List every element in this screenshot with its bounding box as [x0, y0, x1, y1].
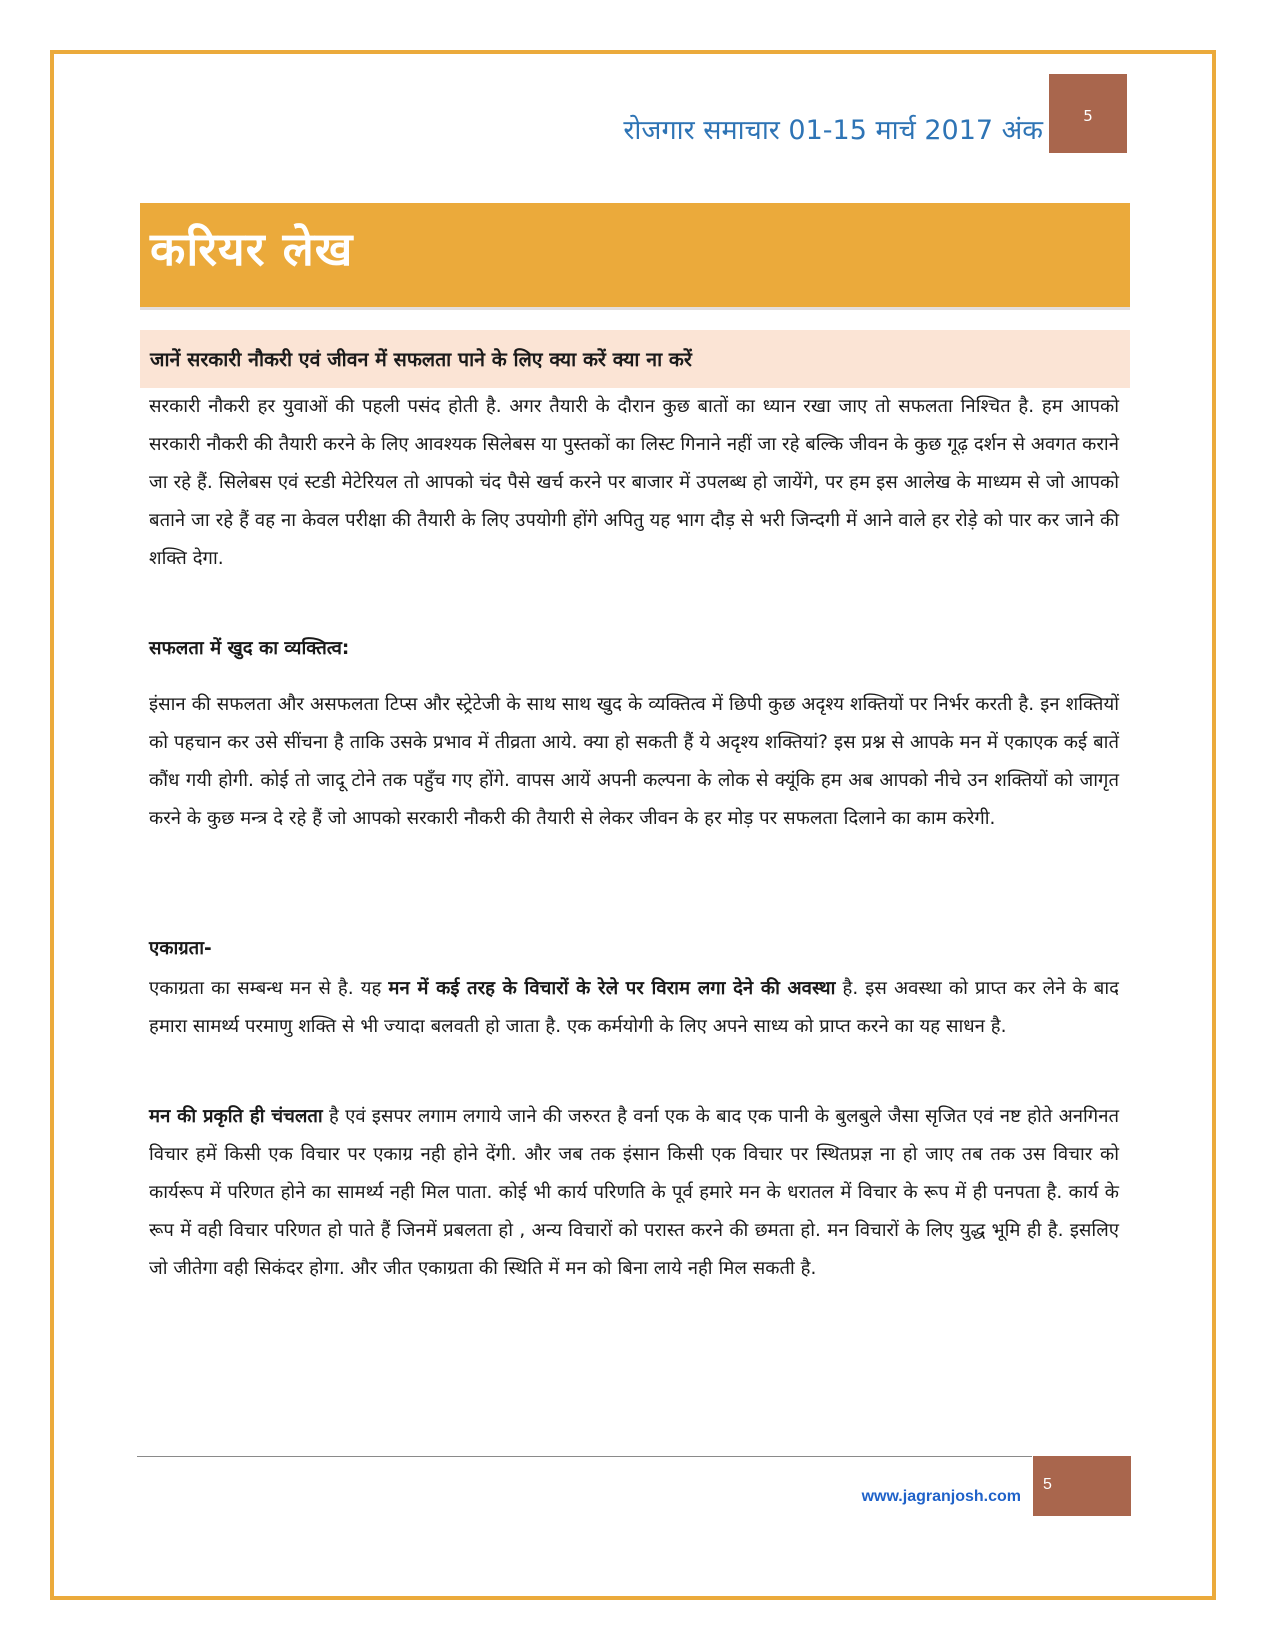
footer-divider	[137, 1456, 1032, 1457]
banner-title: करियर लेख	[150, 222, 354, 276]
section2-p1-end: है. इस अवस्था को प्राप्त कर लेने के बाद हमारा सामर्थ्य परमाणु शक्ति से भी ज्यादा बलवती हो जाता है. एक कर्मयोगी के लिए अपने साध्य को प्राप्त करने का यह साधन है.	[149, 978, 1119, 1037]
header-title: रोजगार समाचार 01-15 मार्च 2017 अंक	[623, 115, 1043, 146]
header-page-number: 5	[1049, 74, 1127, 153]
intro-paragraph: सरकारी नौकरी हर युवाओं की पहली पसंद होती है. अगर तैयारी के दौरान कुछ बातों का ध्यान रखा जाए तो सफलता निश्चित है. हम आपको सरकारी नौकरी की तैयारी करने के लिए आवश्यक सिलेबस या पुस्तकों का लिस्ट गिनाने नहीं जा रहे बल्कि जीवन के कुछ गूढ़ दर्शन से अवगत कराने जा रहे हैं. सिलेबस एवं स्टडी मेटेरियल तो आपको चंद पैसे खर्च करने पर बाजार में उपलब्ध हो जायेंगे, पर हम इस आलेख के माध्यम से जो आपको बताने जा रहे हैं वह ना केवल परीक्षा की तैयारी के लिए उपयोगी होंगे अपितु यह भाग दौड़ से भरी जिन्दगी में आने वाले हर रोड़े को पार कर जाने की शक्ति देगा.	[149, 396, 1119, 569]
article-subtitle-bar	[140, 330, 1130, 388]
section2-paragraph-2	[149, 1098, 1119, 1288]
section2-p2-rest: है एवं इसपर लगाम लगाये जाने की जरुरत है वर्ना एक के बाद एक पानी के बुलबुले जैसा सृजित एवं नष्ट होते अनगिनत विचार हमें किसी एक विचार पर एकाग्र नही होने देंगी. और जब तक इंसान किसी एक विचार पर स्थितप्रज्ञ ना हो जाए तब तक उस विचार को कार्यरूप में परिणत होने का सामर्थ्य नही मिल पाता. कोई भी कार्य परिणति के पूर्व हमारे मन के धरातल में विचार के रूप में ही पनपता है. कार्य के रूप में वही विचार परिणत हो पाते हैं जिनमें प्रबलता हो , अन्य विचारों को परास्त करने की छमता हो. मन विचारों के लिए युद्ध भूमि ही है. इसलिए जो जीतेगा वही सिकंदर होगा. और जीत एकाग्रता की स्थिति में मन को बिना लाये नही मिल सकती है.	[149, 1106, 1120, 1279]
section2-p1-bold: मन में कई तरह के विचारों के रेले पर विराम लगा देने की अवस्था	[388, 978, 836, 999]
section2-p2-bold: मन की प्रकृति ही चंचलता	[149, 1106, 323, 1127]
section2-heading: एकाग्रता-	[149, 938, 212, 959]
article-subtitle: जानें सरकारी नौकरी एवं जीवन में सफलता पाने के लिए क्या करें क्या ना करें	[150, 348, 692, 371]
footer-url-link[interactable]: www.jagranjosh.com	[861, 1488, 1021, 1505]
footer-page-number: 5	[1033, 1456, 1131, 1516]
section1-paragraph: इंसान की सफलता और असफलता टिप्स और स्ट्रेटेजी के साथ साथ खुद के व्यक्तित्व में छिपी कुछ अदृश्य शक्तियों पर निर्भर करती है. इन शक्तियों को पहचान कर उसे सींचना है ताकि उसके प्रभाव में तीव्रता आये. क्या हो सकती हैं ये अदृश्य शक्तियां? इस प्रश्न से आपके मन में एकाएक कई बातें कौंध गयी होगी. कोई तो जादू टोने तक पहुँच गए होंगे. वापस आयें अपनी कल्पना के लोक से क्यूंकि हम अब आपको नीचे उन शक्तियों को जागृत करने के कुछ मन्त्र दे रहे हैं जो आपको सरकारी नौकरी की तैयारी से लेकर जीवन के हर मोड़ पर सफलता दिलाने का काम करेगी.	[149, 694, 1119, 829]
section2-p1-start: एकाग्रता का सम्बन्ध मन से है. यह	[149, 978, 389, 999]
section2-paragraph-1	[149, 970, 1119, 1046]
category-banner	[140, 203, 1130, 310]
section1-heading: सफलता में खुद का व्यक्तित्व:	[149, 638, 350, 659]
